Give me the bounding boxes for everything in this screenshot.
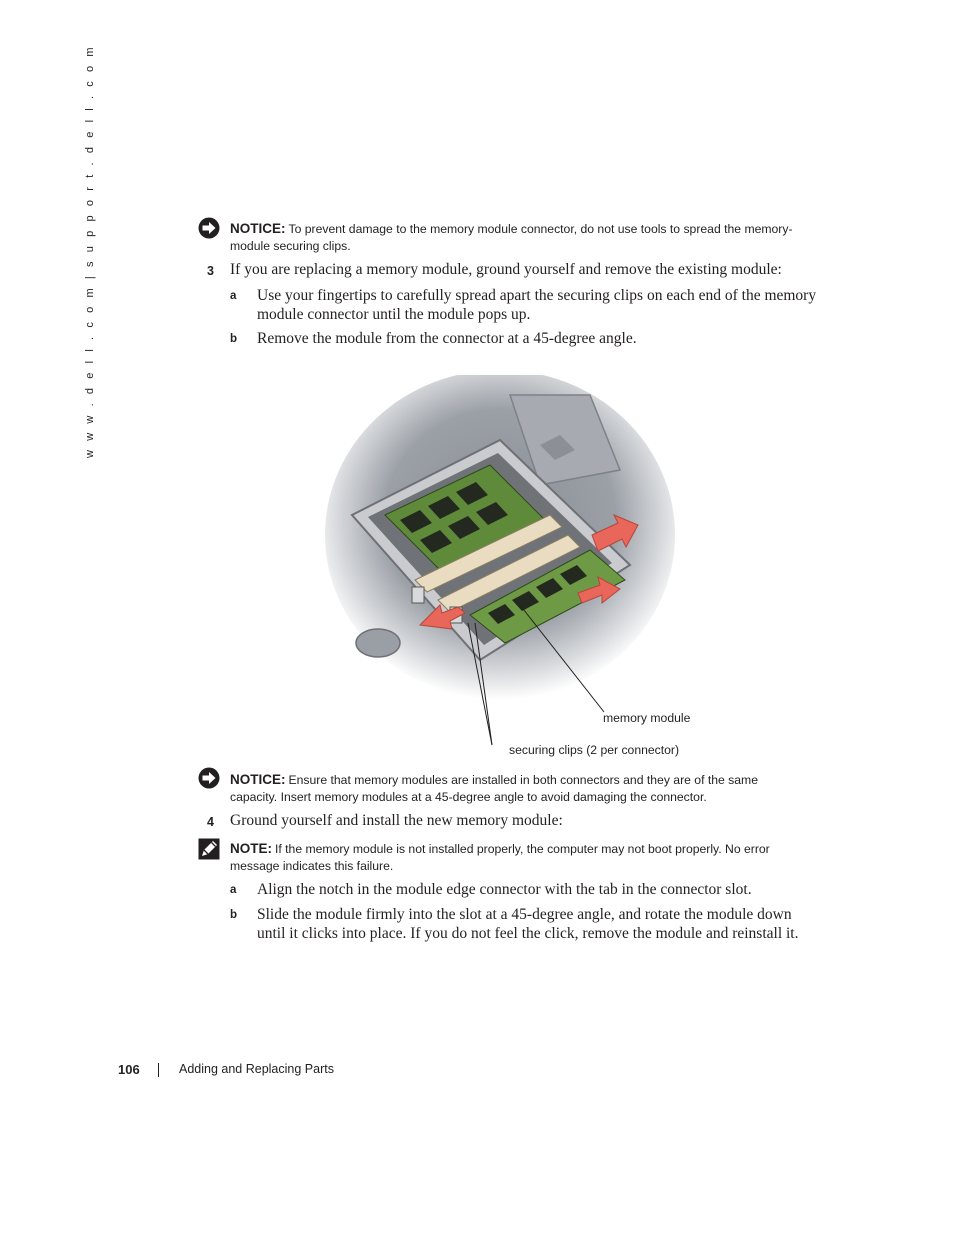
section-title: Adding and Replacing Parts bbox=[179, 1062, 334, 1076]
callout-securing-clips: securing clips (2 per connector) bbox=[509, 743, 680, 757]
notice-1 bbox=[230, 220, 800, 255]
notice-2 bbox=[230, 771, 800, 806]
note-label: NOTE: bbox=[230, 841, 272, 856]
notice-label: NOTICE: bbox=[230, 221, 286, 236]
notice-text: Ensure that memory modules are installed in both connectors and they are of the same capacity. Insert memory modules at a 45-degree angle to avoid damaging the connector. bbox=[230, 773, 758, 804]
substep-letter: a bbox=[230, 290, 237, 302]
note-text: If the memory module is not installed properly, the computer may not boot properly. No error message indicates this failure. bbox=[230, 842, 770, 873]
substep-text: Remove the module from the connector at a 45-degree angle. bbox=[257, 330, 637, 347]
footer-divider bbox=[158, 1063, 159, 1077]
substep-letter: a bbox=[230, 884, 237, 896]
step-number: 3 bbox=[207, 264, 214, 278]
notice-arrow-icon bbox=[198, 767, 220, 789]
step-text: Ground yourself and install the new memory module: bbox=[230, 812, 563, 829]
notice-arrow-icon bbox=[198, 217, 220, 239]
note bbox=[230, 840, 800, 875]
substep-letter: b bbox=[230, 333, 238, 345]
substep-text: Slide the module firmly into the slot at a 45-degree angle, and rotate the module down until it clicks into place. If you do not feel the click, remove the module and reinstall it. bbox=[257, 906, 799, 942]
notice-text: To prevent damage to the memory module connector, do not use tools to spread the memory-module securing clips. bbox=[230, 222, 793, 253]
substep-text: Use your fingertips to carefully spread apart the securing clips on each end of the memory module connector until the module pops up. bbox=[257, 287, 817, 323]
page-number: 106 bbox=[118, 1062, 140, 1077]
step-number: 4 bbox=[207, 815, 214, 829]
note-pencil-icon bbox=[198, 838, 220, 860]
substep-letter: b bbox=[230, 909, 238, 921]
memory-module-illustration bbox=[300, 375, 700, 765]
side-url: w w w . d e l l . c o m | s u p p o r t . d e l l . c o m bbox=[84, 44, 96, 458]
step-text: If you are replacing a memory module, ground yourself and remove the existing module: bbox=[230, 261, 782, 278]
callout-memory-module: memory module bbox=[603, 711, 691, 725]
notice-label: NOTICE: bbox=[230, 772, 286, 787]
substep-text: Align the notch in the module edge connector with the tab in the connector slot. bbox=[257, 881, 752, 898]
